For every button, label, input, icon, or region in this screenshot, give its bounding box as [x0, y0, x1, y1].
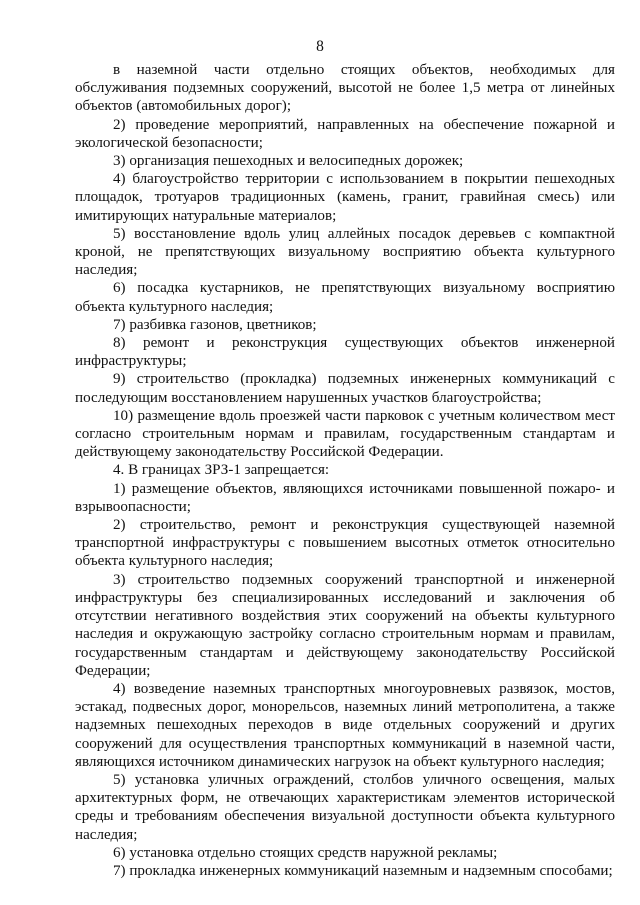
paragraph-continuation: в наземной части отдельно стоящих объектов, необходимых для обслуживания подземных сооружений, высотой не более 1,5 метра от линейных объектов (автомобильных дорог); [75, 62, 615, 115]
prohibited-item-4: 4) возведение наземных транспортных многоуровневых развязок, мостов, эстакад, подвесных дорог, монорельсов, наземных линий метрополитена, а также надземных пешеходных переходов в виде отдельных сооружений и других сооружений для осуществления транспортных коммуникаций в наземной части, являющихся источником динамических нагрузок на объект культурного наследия; [75, 680, 615, 770]
prohibited-item-5: 5) установка уличных ограждений, столбов уличного освещения, малых архитектурных форм, не отвечающих характеристикам элементов исторической среды и требованиям обеспечения визуальной доступности объекта культурного наследия; [75, 771, 615, 843]
prohibited-item-7: 7) прокладка инженерных коммуникаций наземным и надземным способами; [113, 862, 613, 879]
prohibited-item-1: 1) размещение объектов, являющихся источниками повышенной пожаро- и взрывоопасности; [75, 480, 615, 515]
prohibited-item-2: 2) строительство, ремонт и реконструкция существующей наземной транспортной инфраструктуры с повышением высотных отметок относительно объекта культурного наследия; [75, 517, 615, 570]
prohibited-item-6: 6) установка отдельно стоящих средств наружной рекламы; [113, 844, 498, 861]
document-body [75, 61, 615, 880]
list-item-6: 6) посадка кустарников, не препятствующих визуальному восприятию объекта культурного наследия; [75, 280, 615, 315]
list-item-9: 9) строительство (прокладка) подземных инженерных коммуникаций с последующим восстановлением нарушенных участков благоустройства; [75, 371, 615, 406]
list-item-10: 10) размещение вдоль проезжей части парковок с учетным количеством мест согласно строительным нормам и правилам, государственным стандартам и действующему законодательству Российской Федерации. [75, 407, 615, 461]
list-item-3: 3) организация пешеходных и велосипедных дорожек; [113, 153, 464, 170]
prohibited-item-3: 3) строительство подземных сооружений транспортной и инженерной инфраструктуры без специализированных исследований и заключения об отсутствии негативного воздействия этих сооружений на объекты культурного наследия и окружающую застройку согласно строительным нормам и правилам, государственным стандартам и действующему законодательству Российской Федерации; [75, 571, 615, 679]
list-item-7: 7) разбивка газонов, цветников; [113, 316, 317, 333]
list-item-8: 8) ремонт и реконструкция существующих объектов инженерной инфраструктуры; [75, 335, 615, 370]
list-item-5: 5) восстановление вдоль улиц аллейных посадок деревьев с компактной кроной, не препятствующих визуальному восприятию объекта культурного наследия; [75, 225, 615, 279]
page-number: 8 [316, 38, 324, 55]
list-item-2: 2) проведение мероприятий, направленных на обеспечение пожарной и экологической безопасности; [75, 116, 615, 151]
list-item-4: 4) благоустройство территории с использованием в покрытии пешеходных площадок, тротуаров традиционных (камень, гранит, гравийная смесь) или имитирующих натуральные материалов; [75, 171, 615, 224]
section-heading-4: 4. В границах ЗРЗ-1 запрещается: [113, 462, 330, 479]
